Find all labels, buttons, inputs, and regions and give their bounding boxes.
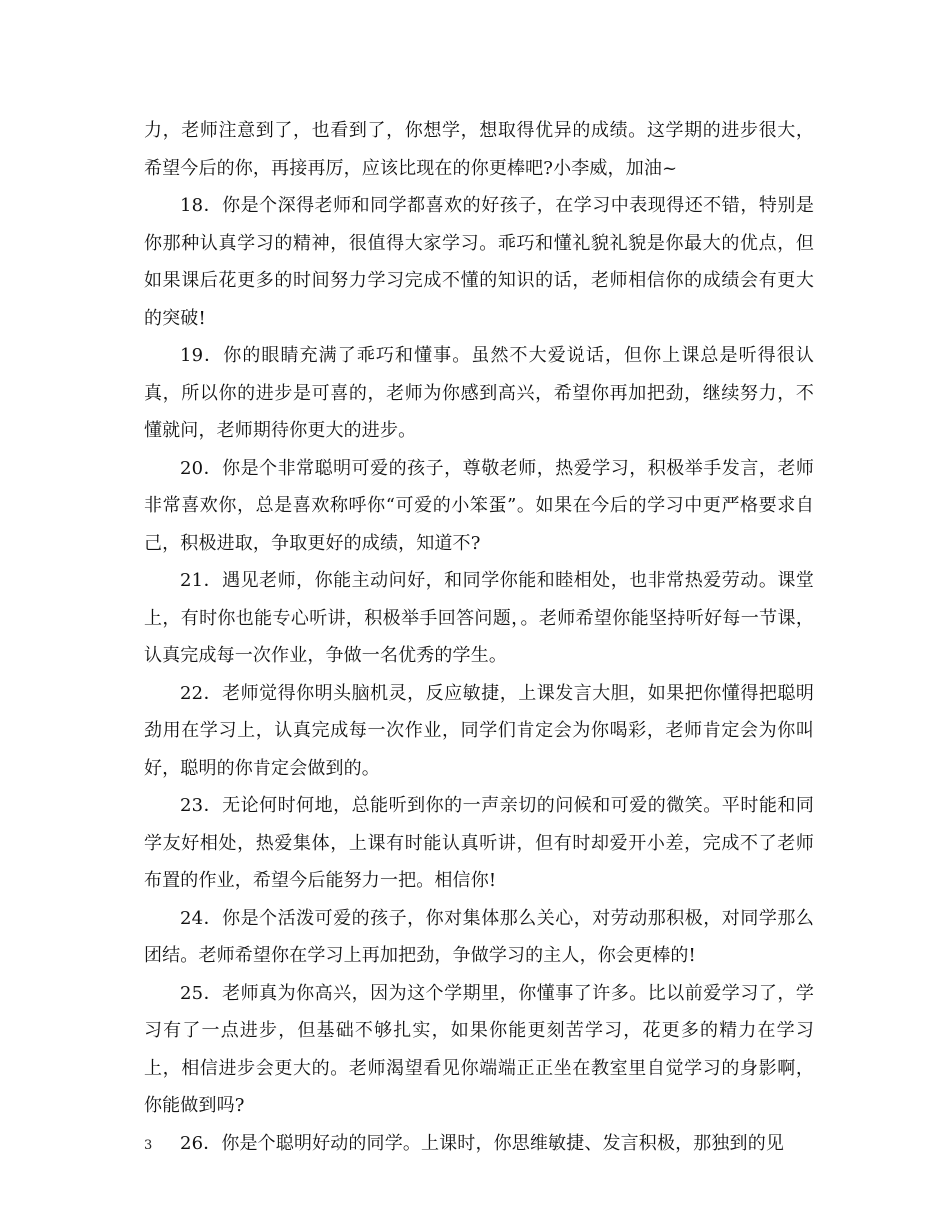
paragraph-continuation: 力，老师注意到了，也看到了，你想学，想取得优异的成绩。这学期的进步很大，希望今后的你，再接再厉，应该比现在的你更棒吧?小李威，加油~ [144,120,814,179]
paragraph-comment-18: 18．你是个深得老师和同学都喜欢的好孩子，在学习中表现得还不错，特别是你那种认真学习的精神，很值得大家学习。乖巧和懂礼貌礼貌是你最大的优点，但如果课后花更多的时间努力学习完成不懂的知识的话，老师相信你的成绩会有更大的突破! [144,195,814,329]
paragraph-comment-22: 22．老师觉得你明头脑机灵，反应敏捷，上课发言大胆，如果把你懂得把聪明劲用在学习上，认真完成每一次作业，同学们肯定会为你喝彩，老师肯定会为你叫好，聪明的你肯定会做到的。 [144,682,814,779]
paragraph-comment-20: 20．你是个非常聪明可爱的孩子，尊敬老师，热爱学习，积极举手发言，老师非常喜欢你，总是喜欢称呼你“可爱的小笨蛋”。如果在今后的学习中更严格要求自己，积极进取，争取更好的成绩，知道不? [144,457,814,554]
paragraph-comment-23: 23．无论何时何地，总能听到你的一声亲切的问候和可爱的微笑。平时能和同学友好相处，热爱集体，上课有时能认真听讲，但有时却爱开小差，完成不了老师布置的作业，希望今后能努力一把。相信你! [144,795,814,891]
document-body [144,112,814,1162]
paragraph-comment-26: 26．你是个聪明好动的同学。上课时，你思维敏捷、发言积极，那独到的见 [180,1132,785,1154]
paragraph-comment-19: 19．你的眼睛充满了乖巧和懂事。虽然不大爱说话，但你上课总是听得很认真，所以你的进步是可喜的，老师为你感到高兴，希望你再加把劲，继续努力，不懂就问，老师期待你更大的进步。 [144,345,814,441]
page-number: 3 [144,1138,153,1153]
paragraph-comment-25: 25．老师真为你高兴，因为这个学期里，你懂事了许多。比以前爱学习了，学习有了一点进步，但基础不够扎实，如果你能更刻苦学习，花更多的精力在学习上，相信进步会更大的。老师渴望看见你端端正正坐在教室里自觉学习的身影啊，你能做到吗? [144,982,814,1116]
paragraph-comment-21: 21．遇见老师，你能主动问好，和同学你能和睦相处，也非常热爱劳动。课堂上，有时你也能专心听讲，积极举手回答问题，。老师希望你能坚持听好每一节课，认真完成每一次作业，争做一名优秀的学生。 [144,570,814,666]
paragraph-comment-24: 24．你是个活泼可爱的孩子，你对集体那么关心，对劳动那积极，对同学那么团结。老师希望你在学习上再加把劲，争做学习的主人，你会更棒的! [144,907,814,966]
